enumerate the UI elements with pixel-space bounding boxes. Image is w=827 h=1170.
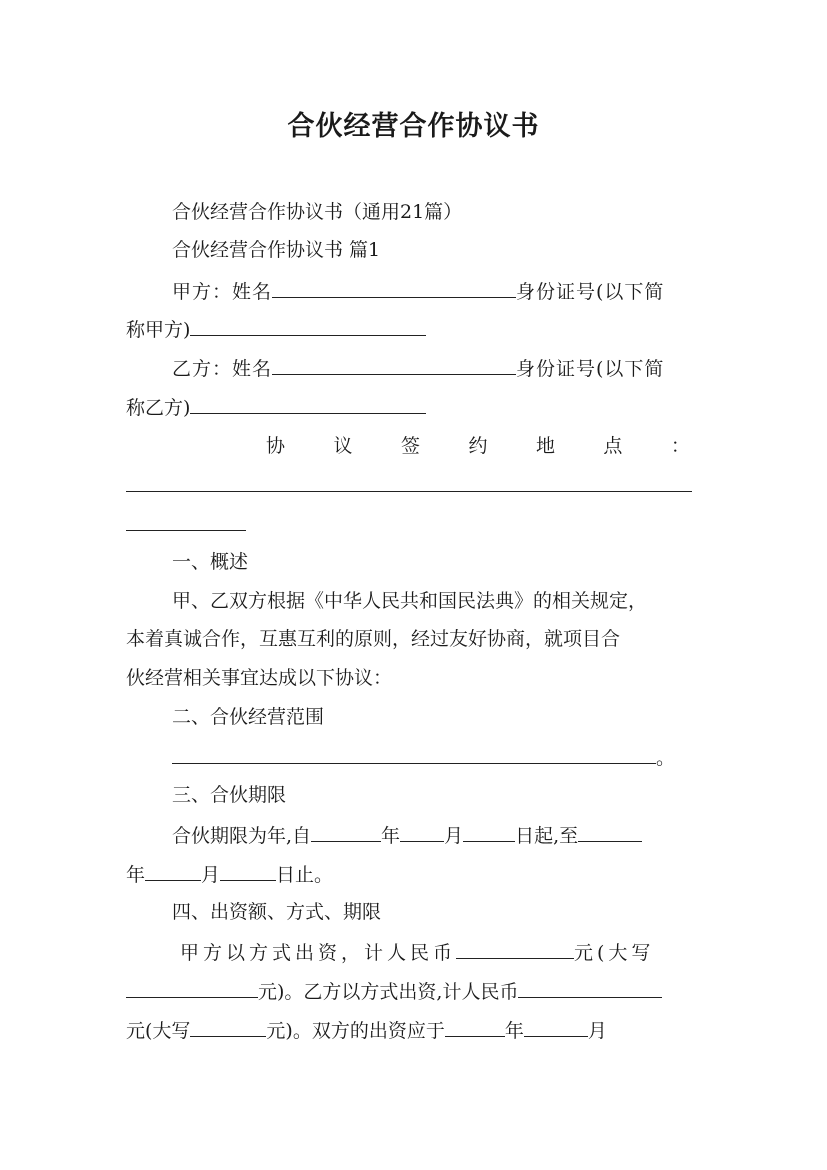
scope-line <box>172 744 675 770</box>
term-line-2: 年 月 日止。 <box>126 861 333 887</box>
end-day-blank <box>220 861 276 881</box>
section-1-heading: 一、概述 <box>172 551 249 573</box>
contribution-line-2: 元)。乙方以方式出资,计人民币 <box>126 978 662 1004</box>
section-1-para-1: 甲、乙双方根据《中华人民共和国民法典》的相关规定， <box>172 590 648 612</box>
end-month-blank <box>145 861 201 881</box>
subtitle: 合伙经营合作协议书（通用21篇） <box>172 201 463 223</box>
section-2-heading: 二、合伙经营范围 <box>172 706 325 728</box>
section-heading: 合伙经营合作协议书 篇1 <box>172 239 381 261</box>
party-b-name-blank <box>272 355 516 375</box>
section-3-heading: 三、合伙期限 <box>172 784 287 806</box>
party-b-name-label: 乙方：姓名 <box>172 358 273 380</box>
term-line-1: 合伙期限为年,自 年 月 日起,至 <box>172 822 642 848</box>
section-1-para-3: 伙经营相关事宜达成以下协议： <box>126 667 393 689</box>
start-month-blank <box>400 822 444 842</box>
contribution-line-1: 甲方以方式出资，计人民币 元(大写 <box>180 939 654 965</box>
party-a-alias-label: 称甲方) <box>126 319 191 341</box>
start-day-blank <box>463 822 515 842</box>
party-b-id-blank <box>190 394 426 414</box>
document-title: 合伙经营合作协议书 <box>287 111 540 142</box>
section-1-para-2: 本着真诚合作，互惠互利的原则，经过友好协商，就项目合 <box>126 628 621 650</box>
deadline-month-blank <box>524 1017 588 1037</box>
party-b-amount-blank <box>518 978 662 998</box>
sign-place-blank-2 <box>126 511 246 531</box>
party-b-alias-label: 称乙方) <box>126 397 191 419</box>
party-a-line-2 <box>126 316 426 342</box>
party-a-amount-words-blank <box>126 978 258 998</box>
start-year-blank <box>311 822 381 842</box>
contribution-line-3: 元(大写 元)。双方的出资应于 年 月 <box>126 1017 607 1043</box>
party-a-id-blank <box>190 316 426 336</box>
party-b-line-2 <box>126 394 426 420</box>
party-a-id-label: 身份证号(以下简 <box>516 281 665 303</box>
party-b-id-label: 身份证号(以下简 <box>516 358 665 380</box>
party-a-line <box>172 278 664 304</box>
party-b-line <box>172 355 664 381</box>
deadline-year-blank <box>445 1017 505 1037</box>
party-b-amount-words-blank <box>190 1017 266 1037</box>
scope-blank <box>172 744 656 764</box>
scope-end: 。 <box>656 747 676 769</box>
sign-place-blank-1 <box>126 472 692 492</box>
party-a-name-blank <box>272 278 516 298</box>
party-a-amount-blank <box>456 939 574 959</box>
party-a-name-label: 甲方：姓名 <box>172 281 273 303</box>
end-blank <box>578 822 642 842</box>
sign-place-label: 协 议 签 约 地 点 ： <box>266 435 690 457</box>
section-4-heading: 四、出资额、方式、期限 <box>172 901 382 923</box>
